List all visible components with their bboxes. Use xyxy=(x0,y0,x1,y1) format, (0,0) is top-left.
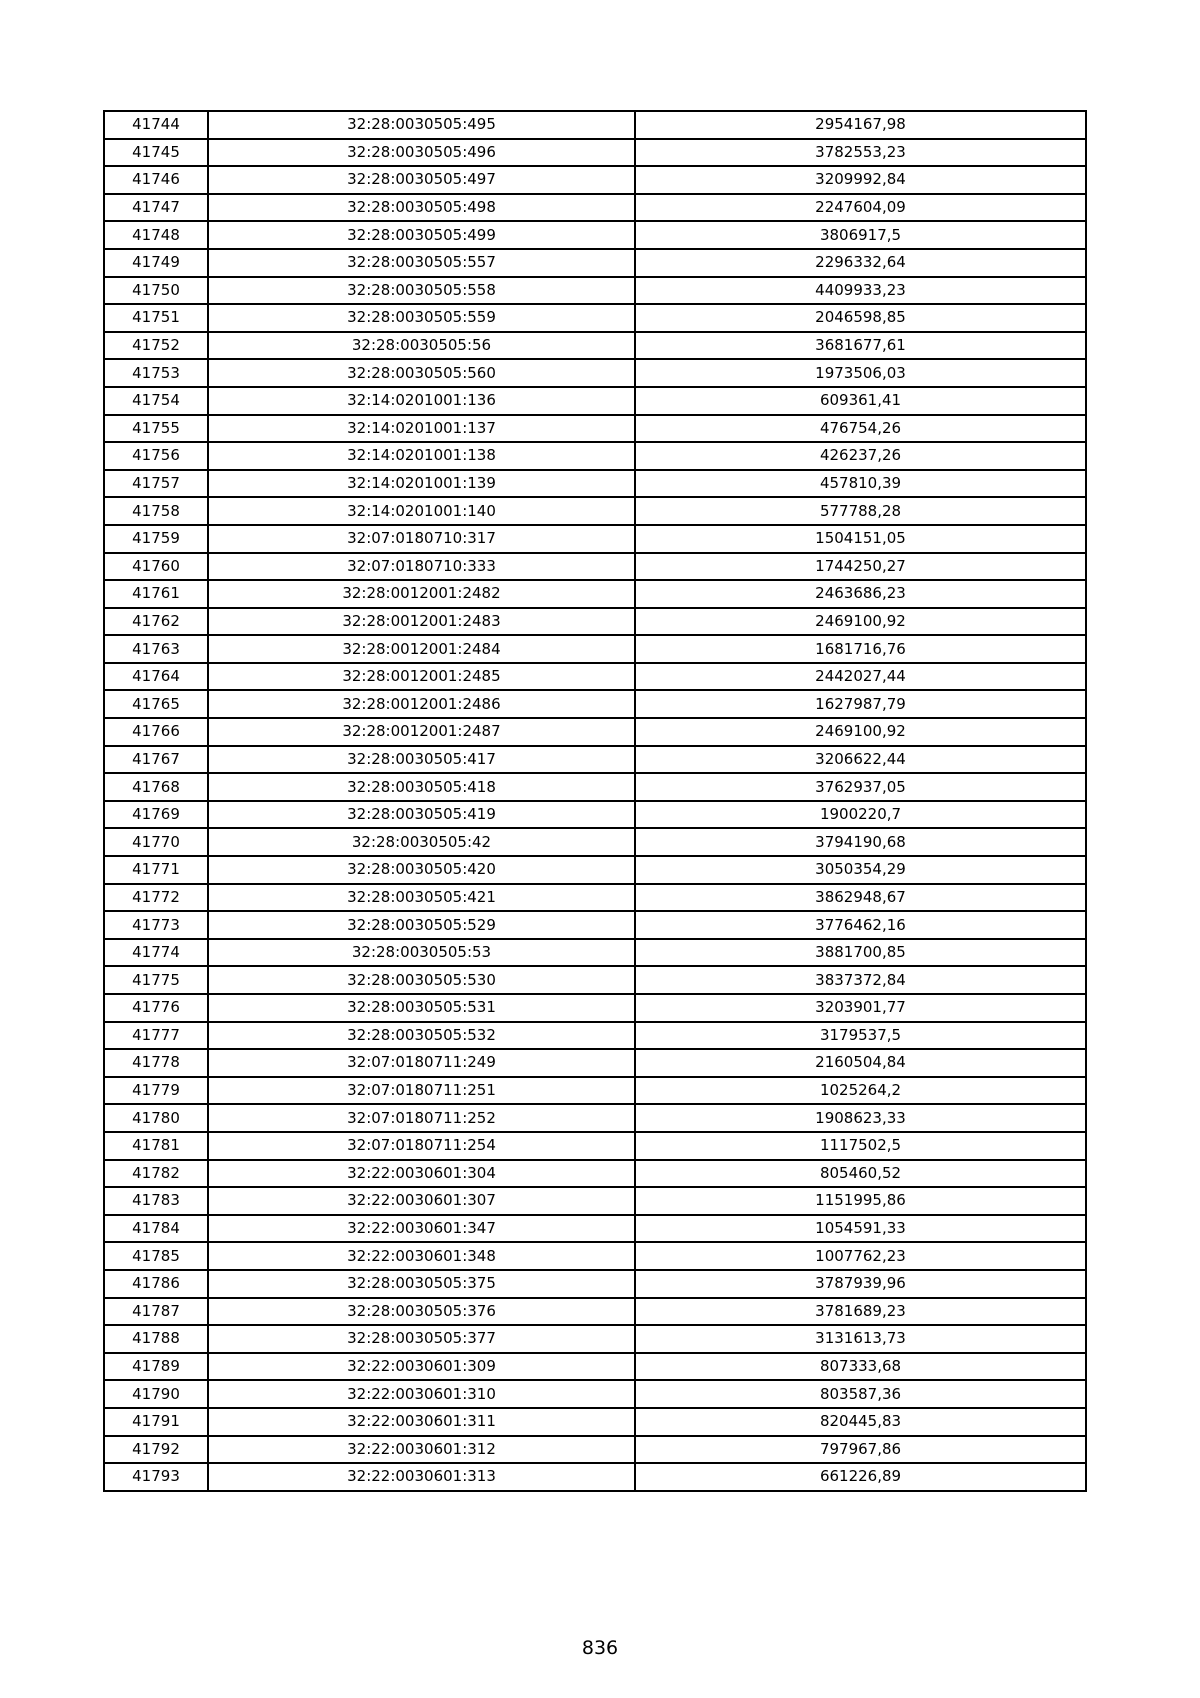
cadastral-number-cell: 32:28:0030505:375 xyxy=(208,1270,635,1298)
row-number-cell: 41749 xyxy=(104,249,208,277)
cadastral-number-cell: 32:07:0180711:249 xyxy=(208,1049,635,1077)
table-row xyxy=(104,801,1086,829)
cadastral-number-cell: 32:22:0030601:348 xyxy=(208,1242,635,1270)
row-number-cell: 41780 xyxy=(104,1104,208,1132)
cadastral-value-cell: 3179537,5 xyxy=(635,1022,1086,1050)
cadastral-value-cell: 805460,52 xyxy=(635,1160,1086,1188)
table-row xyxy=(104,746,1086,774)
cadastral-value-cell: 4409933,23 xyxy=(635,277,1086,305)
cadastral-number-cell: 32:07:0180710:333 xyxy=(208,553,635,581)
cadastral-value-cell: 1973506,03 xyxy=(635,359,1086,387)
row-number-cell: 41772 xyxy=(104,884,208,912)
cadastral-value-cell: 1151995,86 xyxy=(635,1187,1086,1215)
row-number-cell: 41789 xyxy=(104,1353,208,1381)
cadastral-number-cell: 32:22:0030601:309 xyxy=(208,1353,635,1381)
cadastral-number-cell: 32:28:0030505:56 xyxy=(208,332,635,360)
table-row xyxy=(104,580,1086,608)
cadastral-number-cell: 32:14:0201001:140 xyxy=(208,497,635,525)
table-row xyxy=(104,1325,1086,1353)
cadastral-number-cell: 32:28:0030505:498 xyxy=(208,194,635,222)
cadastral-number-cell: 32:14:0201001:137 xyxy=(208,415,635,443)
cadastral-number-cell: 32:28:0030505:419 xyxy=(208,801,635,829)
table-row xyxy=(104,249,1086,277)
cadastral-value-cell: 3206622,44 xyxy=(635,746,1086,774)
row-number-cell: 41783 xyxy=(104,1187,208,1215)
cadastral-value-cell: 3862948,67 xyxy=(635,884,1086,912)
cadastral-value-cell: 2160504,84 xyxy=(635,1049,1086,1077)
cadastral-number-cell: 32:07:0180711:254 xyxy=(208,1132,635,1160)
row-number-cell: 41761 xyxy=(104,580,208,608)
table-row xyxy=(104,194,1086,222)
cadastral-number-cell: 32:22:0030601:310 xyxy=(208,1380,635,1408)
cadastral-number-cell: 32:14:0201001:138 xyxy=(208,442,635,470)
table-row xyxy=(104,856,1086,884)
row-number-cell: 41767 xyxy=(104,746,208,774)
row-number-cell: 41775 xyxy=(104,966,208,994)
cadastral-value-cell: 803587,36 xyxy=(635,1380,1086,1408)
table-row xyxy=(104,884,1086,912)
cadastral-value-cell: 661226,89 xyxy=(635,1463,1086,1491)
table-row xyxy=(104,1049,1086,1077)
cadastral-number-cell: 32:14:0201001:136 xyxy=(208,387,635,415)
row-number-cell: 41766 xyxy=(104,718,208,746)
cadastral-value-cell: 3776462,16 xyxy=(635,911,1086,939)
row-number-cell: 41785 xyxy=(104,1242,208,1270)
row-number-cell: 41790 xyxy=(104,1380,208,1408)
table-row xyxy=(104,470,1086,498)
row-number-cell: 41750 xyxy=(104,277,208,305)
cadastral-number-cell: 32:22:0030601:347 xyxy=(208,1215,635,1243)
row-number-cell: 41748 xyxy=(104,221,208,249)
row-number-cell: 41771 xyxy=(104,856,208,884)
cadastral-number-cell: 32:28:0030505:559 xyxy=(208,304,635,332)
cadastral-number-cell: 32:28:0030505:558 xyxy=(208,277,635,305)
cadastral-value-cell: 797967,86 xyxy=(635,1436,1086,1464)
cadastral-value-cell: 1627987,79 xyxy=(635,690,1086,718)
cadastral-number-cell: 32:07:0180711:252 xyxy=(208,1104,635,1132)
page-number: 836 xyxy=(581,1637,619,1659)
row-number-cell: 41745 xyxy=(104,139,208,167)
cadastral-number-cell: 32:28:0030505:530 xyxy=(208,966,635,994)
table-row xyxy=(104,277,1086,305)
row-number-cell: 41784 xyxy=(104,1215,208,1243)
row-number-cell: 41787 xyxy=(104,1298,208,1326)
row-number-cell: 41778 xyxy=(104,1049,208,1077)
row-number-cell: 41765 xyxy=(104,690,208,718)
table-row xyxy=(104,1463,1086,1491)
cadastral-value-cell: 2469100,92 xyxy=(635,718,1086,746)
row-number-cell: 41770 xyxy=(104,828,208,856)
table-row xyxy=(104,304,1086,332)
table-row xyxy=(104,442,1086,470)
cadastral-value-cell: 3203901,77 xyxy=(635,994,1086,1022)
cadastral-value-cell: 2046598,85 xyxy=(635,304,1086,332)
cadastral-number-cell: 32:28:0030505:377 xyxy=(208,1325,635,1353)
cadastral-number-cell: 32:22:0030601:307 xyxy=(208,1187,635,1215)
cadastral-value-cell: 2954167,98 xyxy=(635,111,1086,139)
cadastral-number-cell: 32:28:0012001:2486 xyxy=(208,690,635,718)
cadastral-number-cell: 32:28:0012001:2484 xyxy=(208,635,635,663)
cadastral-value-cell: 3782553,23 xyxy=(635,139,1086,167)
table-row xyxy=(104,139,1086,167)
cadastral-number-cell: 32:07:0180710:317 xyxy=(208,525,635,553)
table-row xyxy=(104,718,1086,746)
cadastral-value-cell: 2442027,44 xyxy=(635,663,1086,691)
row-number-cell: 41776 xyxy=(104,994,208,1022)
table-row xyxy=(104,387,1086,415)
cadastral-number-cell: 32:28:0030505:531 xyxy=(208,994,635,1022)
row-number-cell: 41762 xyxy=(104,608,208,636)
table-row xyxy=(104,994,1086,1022)
table-row xyxy=(104,828,1086,856)
cadastral-number-cell: 32:28:0030505:557 xyxy=(208,249,635,277)
table-row xyxy=(104,635,1086,663)
cadastral-value-cell: 2469100,92 xyxy=(635,608,1086,636)
cadastral-number-cell: 32:28:0030505:497 xyxy=(208,166,635,194)
cadastral-number-cell: 32:28:0030505:532 xyxy=(208,1022,635,1050)
cadastral-number-cell: 32:28:0030505:376 xyxy=(208,1298,635,1326)
cadastral-number-cell: 32:28:0012001:2485 xyxy=(208,663,635,691)
cadastral-value-cell: 2463686,23 xyxy=(635,580,1086,608)
cadastral-value-cell: 1054591,33 xyxy=(635,1215,1086,1243)
row-number-cell: 41759 xyxy=(104,525,208,553)
cadastral-number-cell: 32:28:0030505:417 xyxy=(208,746,635,774)
row-number-cell: 41758 xyxy=(104,497,208,525)
cadastral-value-cell: 3781689,23 xyxy=(635,1298,1086,1326)
cadastral-number-cell: 32:28:0030505:499 xyxy=(208,221,635,249)
cadastral-value-cell: 1744250,27 xyxy=(635,553,1086,581)
cadastral-number-cell: 32:28:0030505:42 xyxy=(208,828,635,856)
cadastral-value-cell: 3881700,85 xyxy=(635,939,1086,967)
cadastral-number-cell: 32:22:0030601:312 xyxy=(208,1436,635,1464)
table-row xyxy=(104,773,1086,801)
cadastral-value-table xyxy=(103,110,1087,1492)
table-row xyxy=(104,966,1086,994)
cadastral-number-cell: 32:22:0030601:313 xyxy=(208,1463,635,1491)
cadastral-value-cell: 3681677,61 xyxy=(635,332,1086,360)
cadastral-number-cell: 32:28:0012001:2482 xyxy=(208,580,635,608)
table-row xyxy=(104,608,1086,636)
cadastral-value-cell: 3794190,68 xyxy=(635,828,1086,856)
row-number-cell: 41756 xyxy=(104,442,208,470)
row-number-cell: 41779 xyxy=(104,1077,208,1105)
row-number-cell: 41774 xyxy=(104,939,208,967)
table-row xyxy=(104,359,1086,387)
cadastral-value-cell: 577788,28 xyxy=(635,497,1086,525)
cadastral-value-cell: 3787939,96 xyxy=(635,1270,1086,1298)
row-number-cell: 41753 xyxy=(104,359,208,387)
table-row xyxy=(104,497,1086,525)
cadastral-value-cell: 3837372,84 xyxy=(635,966,1086,994)
cadastral-number-cell: 32:28:0030505:560 xyxy=(208,359,635,387)
table-row xyxy=(104,1132,1086,1160)
row-number-cell: 41747 xyxy=(104,194,208,222)
cadastral-value-cell: 3762937,05 xyxy=(635,773,1086,801)
cadastral-number-cell: 32:28:0030505:529 xyxy=(208,911,635,939)
table-row xyxy=(104,1270,1086,1298)
cadastral-number-cell: 32:28:0030505:53 xyxy=(208,939,635,967)
table-row xyxy=(104,553,1086,581)
row-number-cell: 41754 xyxy=(104,387,208,415)
table-row xyxy=(104,1408,1086,1436)
table-row xyxy=(104,221,1086,249)
cadastral-value-cell: 1681716,76 xyxy=(635,635,1086,663)
row-number-cell: 41763 xyxy=(104,635,208,663)
table-row xyxy=(104,663,1086,691)
cadastral-number-cell: 32:22:0030601:304 xyxy=(208,1160,635,1188)
cadastral-value-cell: 3050354,29 xyxy=(635,856,1086,884)
row-number-cell: 41786 xyxy=(104,1270,208,1298)
cadastral-value-cell: 1504151,05 xyxy=(635,525,1086,553)
table-row xyxy=(104,415,1086,443)
table-row xyxy=(104,111,1086,139)
table-row xyxy=(104,1160,1086,1188)
cadastral-number-cell: 32:28:0030505:496 xyxy=(208,139,635,167)
row-number-cell: 41757 xyxy=(104,470,208,498)
cadastral-number-cell: 32:07:0180711:251 xyxy=(208,1077,635,1105)
row-number-cell: 41755 xyxy=(104,415,208,443)
cadastral-value-cell: 476754,26 xyxy=(635,415,1086,443)
table-row xyxy=(104,911,1086,939)
cadastral-number-cell: 32:28:0030505:420 xyxy=(208,856,635,884)
cadastral-value-cell: 426237,26 xyxy=(635,442,1086,470)
cadastral-value-cell: 1900220,7 xyxy=(635,801,1086,829)
row-number-cell: 41793 xyxy=(104,1463,208,1491)
cadastral-number-cell: 32:28:0030505:495 xyxy=(208,111,635,139)
table-row xyxy=(104,332,1086,360)
table-row xyxy=(104,1436,1086,1464)
row-number-cell: 41777 xyxy=(104,1022,208,1050)
row-number-cell: 41764 xyxy=(104,663,208,691)
cadastral-value-cell: 3806917,5 xyxy=(635,221,1086,249)
cadastral-number-cell: 32:14:0201001:139 xyxy=(208,470,635,498)
row-number-cell: 41768 xyxy=(104,773,208,801)
table-row xyxy=(104,1353,1086,1381)
cadastral-value-cell: 1007762,23 xyxy=(635,1242,1086,1270)
row-number-cell: 41788 xyxy=(104,1325,208,1353)
table-row xyxy=(104,939,1086,967)
table-row xyxy=(104,1104,1086,1132)
table-row xyxy=(104,1298,1086,1326)
row-number-cell: 41773 xyxy=(104,911,208,939)
cadastral-number-cell: 32:28:0012001:2483 xyxy=(208,608,635,636)
table-row xyxy=(104,1187,1086,1215)
table-row xyxy=(104,1022,1086,1050)
table-body xyxy=(104,111,1086,1491)
table-row xyxy=(104,166,1086,194)
cadastral-number-cell: 32:28:0030505:418 xyxy=(208,773,635,801)
cadastral-number-cell: 32:28:0030505:421 xyxy=(208,884,635,912)
table-row xyxy=(104,1242,1086,1270)
cadastral-value-cell: 2247604,09 xyxy=(635,194,1086,222)
cadastral-number-cell: 32:22:0030601:311 xyxy=(208,1408,635,1436)
cadastral-value-cell: 3209992,84 xyxy=(635,166,1086,194)
row-number-cell: 41769 xyxy=(104,801,208,829)
cadastral-value-cell: 457810,39 xyxy=(635,470,1086,498)
table-row xyxy=(104,525,1086,553)
row-number-cell: 41792 xyxy=(104,1436,208,1464)
cadastral-value-cell: 1908623,33 xyxy=(635,1104,1086,1132)
row-number-cell: 41791 xyxy=(104,1408,208,1436)
cadastral-value-cell: 807333,68 xyxy=(635,1353,1086,1381)
cadastral-value-cell: 1117502,5 xyxy=(635,1132,1086,1160)
row-number-cell: 41751 xyxy=(104,304,208,332)
cadastral-number-cell: 32:28:0012001:2487 xyxy=(208,718,635,746)
row-number-cell: 41746 xyxy=(104,166,208,194)
table-row xyxy=(104,1215,1086,1243)
cadastral-value-cell: 609361,41 xyxy=(635,387,1086,415)
cadastral-value-cell: 820445,83 xyxy=(635,1408,1086,1436)
row-number-cell: 41782 xyxy=(104,1160,208,1188)
row-number-cell: 41781 xyxy=(104,1132,208,1160)
table-row xyxy=(104,1380,1086,1408)
row-number-cell: 41752 xyxy=(104,332,208,360)
cadastral-value-cell: 3131613,73 xyxy=(635,1325,1086,1353)
cadastral-value-cell: 2296332,64 xyxy=(635,249,1086,277)
row-number-cell: 41744 xyxy=(104,111,208,139)
cadastral-value-cell: 1025264,2 xyxy=(635,1077,1086,1105)
row-number-cell: 41760 xyxy=(104,553,208,581)
table-row xyxy=(104,690,1086,718)
table-row xyxy=(104,1077,1086,1105)
